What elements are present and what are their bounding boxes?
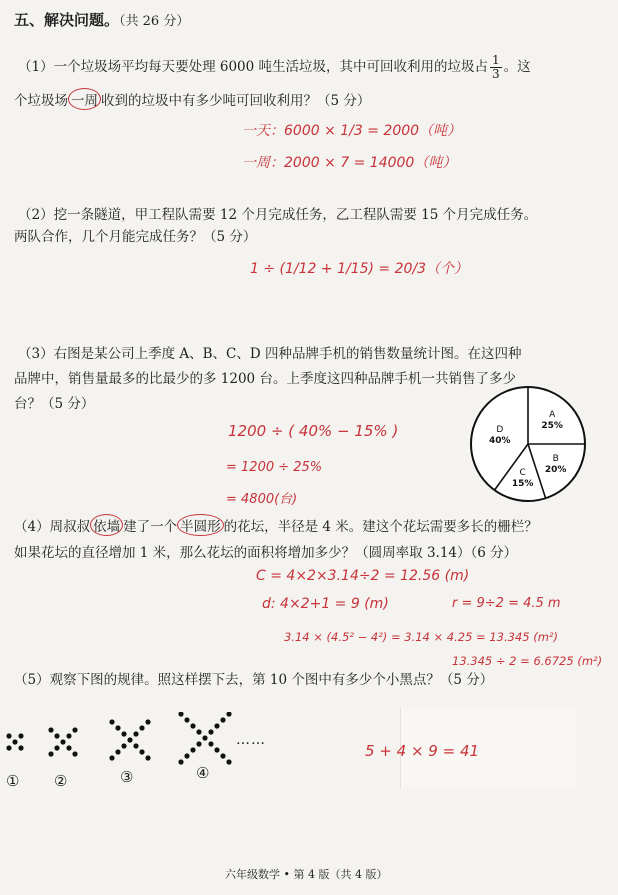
q1-line2-b: 收到的垃圾中有多少吨可回收利用？（5 分） xyxy=(101,93,371,109)
q3-line1: （3）右图是某公司上季度 A、B、C、D 四种品牌手机的销售数量统计图。在这四种 xyxy=(18,346,522,362)
dot-figure-4-dot xyxy=(184,717,189,722)
dot-figure-2-dot xyxy=(66,733,71,738)
pie-value-c: 15% xyxy=(511,478,534,489)
section-title-text: 五、解决问题。 xyxy=(14,11,120,29)
q4-line1-a: （4）周叔叔 xyxy=(14,519,91,535)
q4-line1 xyxy=(14,514,538,536)
q3-answer-1: 1200 ÷ ( 40% − 15% ) xyxy=(228,422,399,440)
q4-line1-b: 建了一个 xyxy=(123,519,178,535)
dot-figure-3-dot xyxy=(139,749,144,754)
q3-pie-chart xyxy=(455,384,605,504)
q1-circled-word: 一周 xyxy=(68,88,101,110)
q5-label-2: ② xyxy=(54,772,68,790)
q5-label-4: ④ xyxy=(196,764,210,782)
pie-value-a: 25% xyxy=(541,420,563,431)
section-title xyxy=(14,9,189,30)
dot-figure-4-dot xyxy=(214,747,219,752)
dot-figure-3-dot xyxy=(121,731,126,736)
dot-figure-3-dot xyxy=(115,725,120,730)
pie-label-a: A xyxy=(549,409,556,420)
dot-figure-3-dot xyxy=(121,743,126,748)
q5-label-3: ③ xyxy=(120,768,134,786)
q4-line1-c: 的花坛，半径是 4 米。建这个花坛需要多长的栅栏？ xyxy=(223,519,538,535)
dot-figure-4-dot xyxy=(226,759,231,764)
dot-figure-4-dot xyxy=(202,735,207,740)
q1-fraction xyxy=(490,54,502,81)
q1-line1-b: 。这 xyxy=(503,59,531,75)
dot-figure-2-dot xyxy=(72,727,77,732)
q2-answer: 1 ÷ (1/12 + 1/15) = 20/3（个） xyxy=(250,261,469,277)
dot-figure-4-dot xyxy=(178,759,183,764)
q5-ellipsis: …… xyxy=(236,732,266,748)
dot-figure-2-dot xyxy=(54,733,59,738)
q3-answer-2: = 1200 ÷ 25% xyxy=(226,460,323,475)
dot-figure-1-dot xyxy=(6,733,11,738)
dot-figure-2-dot xyxy=(48,727,53,732)
dot-figure-4-dot xyxy=(190,723,195,728)
q2-line1: （2）挖一条隧道，甲工程队需要 12 个月完成任务，乙工程队需要 15 个月完成任务。 xyxy=(18,207,538,223)
dot-figure-2-dot xyxy=(48,751,53,756)
q4-answer-1: C = 4×2×3.14÷2 = 12.56 (m) xyxy=(256,568,470,584)
q4-answer-3: r = 9÷2 = 4.5 m xyxy=(452,596,561,611)
dot-figure-4-dot xyxy=(178,712,183,717)
q3-line2: 品牌中，销售量最多的比最少的多 1200 台。上季度这四种品牌手机一共销售了多少 xyxy=(14,371,516,387)
pie-label-b: B xyxy=(552,454,559,465)
q1-line2-a: 个垃圾场 xyxy=(14,93,68,109)
dot-figure-3-dot xyxy=(133,731,138,736)
dot-figure-2-dot xyxy=(54,745,59,750)
dot-figure-3-dot xyxy=(109,719,114,724)
q4-circled-word-2: 半圆形 xyxy=(177,514,224,536)
q4-circled-word-1: 依墙 xyxy=(90,514,123,536)
dot-figure-4-dot xyxy=(226,712,231,717)
q4-line2: 如果花坛的直径增加 1 米，那么花坛的面积将增加多少？（圆周率取 3.14）（6 分） xyxy=(14,545,518,561)
dot-figure-4-dot xyxy=(208,741,213,746)
dot-figure-4-dot xyxy=(220,753,225,758)
dot-figure-4-dot xyxy=(190,747,195,752)
q4-answer-2: d: 4×2+1 = 9 (m) xyxy=(262,596,389,612)
q1-frac-num: 1 xyxy=(492,53,500,67)
q1-frac-den: 3 xyxy=(492,67,500,81)
q4-answer-4: 3.14 × (4.5² − 4²) = 3.14 × 4.25 = 13.345 (m²) xyxy=(284,630,559,644)
pie-value-d: 40% xyxy=(489,435,511,446)
dot-figure-2-dot xyxy=(60,739,65,744)
dot-figure-4-dot xyxy=(184,753,189,758)
q1-answer-2: 一周：2000 × 7 = 14000（吨） xyxy=(242,155,457,171)
dot-figure-4-dot xyxy=(220,717,225,722)
q1-line2 xyxy=(14,88,370,110)
q1-answer-1: 一天：6000 × 1/3 = 2000（吨） xyxy=(242,123,462,139)
pie-label-c: C xyxy=(519,467,526,478)
dot-figure-4-dot xyxy=(214,723,219,728)
pie-label-d: D xyxy=(496,424,504,435)
section-points: （共 26 分） xyxy=(119,14,190,29)
dot-figure-1-dot xyxy=(12,739,17,744)
pie-value-b: 20% xyxy=(544,465,567,476)
dot-figure-3-dot xyxy=(145,755,150,760)
q1-line1 xyxy=(18,54,531,81)
dot-figures xyxy=(6,712,231,765)
dot-figure-4-dot xyxy=(196,729,201,734)
dot-figure-2-dot xyxy=(66,745,71,750)
dot-figure-3-dot xyxy=(127,737,132,742)
q3-line3: 台？（5 分） xyxy=(14,396,95,412)
dot-figure-3-dot xyxy=(145,719,150,724)
dot-figure-1-dot xyxy=(6,745,11,750)
dot-figure-3-dot xyxy=(133,743,138,748)
dot-figure-1-dot xyxy=(18,745,23,750)
q4-answer-5: 13.345 ÷ 2 = 6.6725 (m²) xyxy=(452,654,603,668)
dot-figure-2-dot xyxy=(72,751,77,756)
dot-figure-4-dot xyxy=(196,741,201,746)
q2-line2: 两队合作，几个月能完成任务？（5 分） xyxy=(14,229,257,245)
q5-line1: （5）观察下图的规律。照这样摆下去，第 10 个图中有多少个小黑点？（5 分） xyxy=(14,672,494,688)
dot-figure-3-dot xyxy=(115,749,120,754)
q1-line1-a: （1）一个垃圾场平均每天要处理 6000 吨生活垃圾，其中可回收利用的垃圾占 xyxy=(18,59,489,75)
page-footer: 六年级数学 • 第 4 版（共 4 版） xyxy=(225,868,388,881)
q3-answer-3: = 4800(台) xyxy=(226,492,298,507)
dot-figure-3-dot xyxy=(139,725,144,730)
dot-figure-1-dot xyxy=(18,733,23,738)
dot-figure-3-dot xyxy=(109,755,114,760)
q5-label-1: ① xyxy=(6,772,20,790)
q5-answer: 5 + 4 × 9 = 41 xyxy=(365,742,480,760)
dot-figure-4-dot xyxy=(208,729,213,734)
